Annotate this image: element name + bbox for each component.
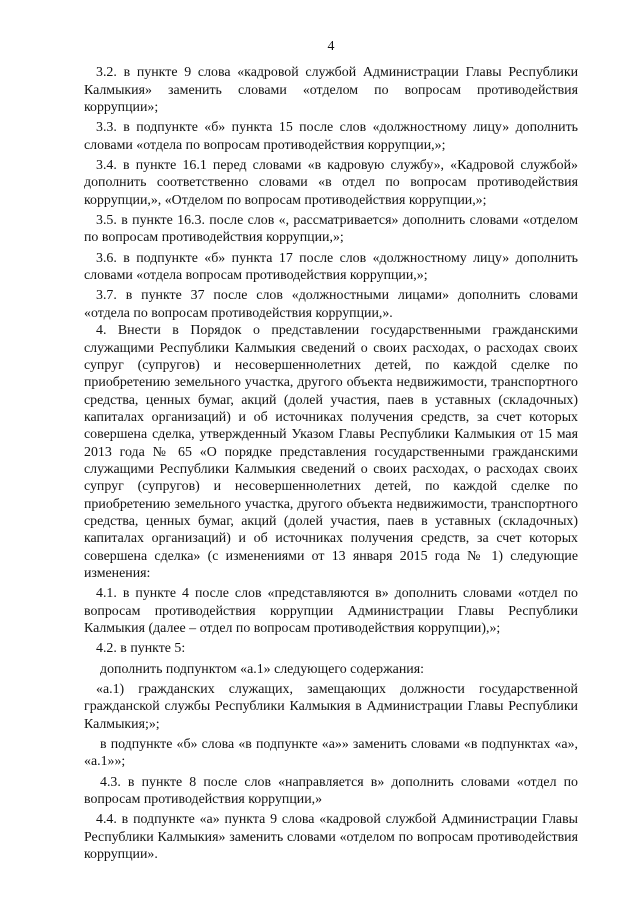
paragraph-3-3: 3.3. в подпункте «б» пункта 15 после слов «должностному лицу» дополнить словами «отдела по вопросам противодействия коррупции,»; [84,120,578,153]
document-page [84,38,578,866]
paragraph-4-2-b: в подпункте «б» слова «в подпункте «а»» заменить словами «в подпунктах «а», «а.1»»; [84,737,578,770]
paragraph-4-4: 4.4. в подпункте «а» пункта 9 слова «кадровой службой Администрации Главы Республики Калмыкия» заменить словами «отделом по вопросам противодействия коррупции». [84,812,578,863]
paragraph-4-3: 4.3. в пункте 8 после слов «направляется в» дополнить словами «отдел по вопросам противодействия коррупции,» [84,774,578,808]
paragraph-4-1: 4.1. в пункте 4 после слов «представляются в» дополнить словами «отдел по вопросам противодействия коррупции Администрации Главы Республики Калмыкия (далее – отдел по вопросам противодействия коррупции),»; [84,586,578,636]
paragraph-3-5: 3.5. в пункте 16.3. после слов «, рассматривается» дополнить словами «отделом по вопросам противодействия коррупции,»; [84,213,578,246]
paragraph-4-2: 4.2. в пункте 5: [96,641,186,657]
paragraph-3-2: 3.2. в пункте 9 слова «кадровой службой Администрации Главы Республики Калмыкия» заменить словами «отделом по вопросам противодействия коррупции»; [84,65,578,116]
page-number: 4 [327,39,335,54]
paragraph-3-6: 3.6. в подпункте «б» пункта 17 после слов «должностному лицу» дополнить словами «отдела вопросам противодействия коррупции,»; [84,250,578,284]
paragraph-3-7: 3.7. в пункте 37 после слов «должностными лицами» дополнить словами «отдела по вопросам противодействия коррупции,». [84,288,578,321]
paragraph-4-2-add: дополнить подпунктом «а.1» следующего содержания: [100,661,424,677]
paragraph-3-4: 3.4. в пункте 16.1 перед словами «в кадровую службу», «Кадровой службой» дополнить соответственно словами «в отдел по вопросам противодействия коррупции,», «Отделом по вопросам противодействия коррупции,»; [84,158,578,208]
paragraph-4-2-a1: «а.1) гражданских служащих, замещающих должности государственной гражданской службы Республики Калмыкия в Администрации Главы Республики Калмыкия;»; [84,682,578,732]
paragraph-4: 4. Внести в Порядок о представлении государственными гражданскими служащими Республики Калмыкия сведений о своих расходах, о расходах своих супруг (супругов) и несовершеннолетних детей, по каждой сделке по приобретению земельного участка, другого объекта недвижимости, транспортного средства, ценных бумаг, акций (долей участия, паев в уставных (складочных) капиталах организаций) и об источниках получения средств, за счет которых совершена сделка, утвержденный Указом Главы Республики Калмыкия от 15 мая 2013 года № 65 «О порядке представления государственными гражданскими служащими Республики Калмыкия сведений о своих расходах, о расходах своих супруг (супругов) и несовершеннолетних детей, по каждой сделке по приобретению земельного участка, другого объекта недвижимости, транспортного средства, ценных бумаг, акций (долей участия, паев в уставных (складочных) капиталах организаций) и об источниках получения средств, за счет которых совершена сделка» (с изменениями от 13 января 2015 года № 1) следующие изменения: [84,323,578,581]
